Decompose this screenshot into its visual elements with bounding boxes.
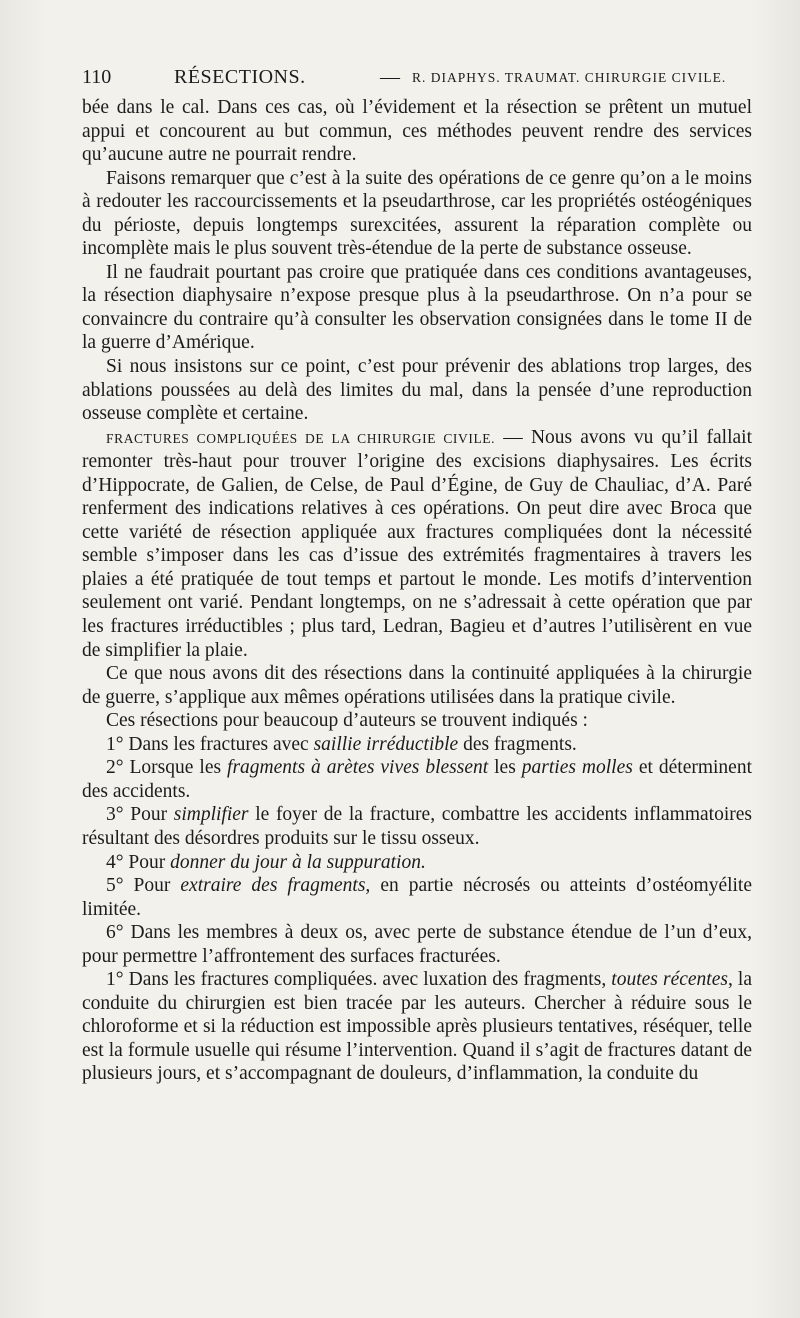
page-number: 110: [82, 66, 112, 88]
list-emphasis: parties molles: [521, 757, 633, 779]
list-emphasis: donner du jour à la suppuration.: [170, 851, 426, 873]
list-text: des fragments.: [458, 733, 577, 755]
paragraph-emphasis: toutes récentes: [611, 969, 728, 991]
list-text: 3° Pour: [106, 804, 174, 826]
paragraph: Il ne faudrait pourtant pas croire que pratiquée dans ces conditions avantageuses, la résection diaphysaire n’expose presque plus à la pseudarthrose. On n’a pour se convaincre du contraire qu’à consulter les observation consignées dans le tome II de la guerre d’Amérique.: [82, 261, 752, 354]
list-text: les: [488, 757, 522, 779]
list-item: 6° Dans les membres à deux os, avec perte de substance étendue de l’un d’eux, pour permettre l’affrontement des surfaces fracturées.: [82, 922, 752, 967]
paragraph: Ces résections pour beaucoup d’auteurs se trouvent indiqués :: [106, 710, 588, 732]
paragraph: [82, 426, 752, 662]
paragraph: bée dans le cal. Dans ces cas, où l’évidement et la résection se prêtent un mutuel appui et concourent au but commun, ces méthodes peuvent rendre des services qu’aucune autre ne pourrait rendre.: [82, 97, 752, 166]
list-emphasis: fragments à arètes vives blessent: [227, 757, 489, 779]
list-emphasis: saillie irréductible: [313, 733, 459, 755]
paragraph: Si nous insistons sur ce point, c’est pour prévenir des ablations trop larges, des ablations poussées au delà des limites du mal, dans la pensée d’une reproduction osseuse complète et certaine.: [82, 356, 752, 425]
list-text: le foyer de la fracture, combattre les accidents inflammatoires résultant des désordres produits sur le tissu osseux.: [82, 804, 752, 849]
list-emphasis: extraire des fragments,: [180, 875, 371, 897]
paragraph: Faisons remarquer que c’est à la suite des opérations de ce genre qu’on a le moins à redouter les raccourcissements et la pseudarthrose, car les propriétés ostéogéniques du périoste, depuis longtemps surexcitées, assurent la réparation complète ou incomplète mais le plus souvent très-étendue de la perte de substance osseuse.: [82, 167, 752, 260]
paragraph: Ce que nous avons dit des résections dans la continuité appliquées à la chirurgie de guerre, s’applique aux mêmes opérations utilisées dans la pratique civile.: [82, 663, 752, 708]
list-item: [82, 851, 752, 875]
list-item: [82, 803, 752, 850]
list-text: 1° Dans les fractures avec: [106, 733, 314, 755]
header-dash: —: [380, 66, 400, 88]
list-item: [82, 874, 752, 921]
paragraph-text: 1° Dans les fractures compliquées. avec luxation des fragments,: [106, 969, 612, 991]
list-text: 5° Pour: [106, 875, 181, 897]
list-item: [82, 733, 752, 757]
section-subtitle: R. DIAPHYS. TRAUMAT. CHIRURGIE CIVILE.: [412, 70, 727, 85]
paragraph-text: — Nous avons vu qu’il fallait remonter très-haut pour trouver l’origine des excisions diaphysaires. Les écrits d’Hippocrate, de Galien, de Celse, de Paul d’Égine, de Guy de Chauliac, d’A. Paré renferment des indications relatives à ces opérations. On peut dire avec Broca que cette variété de résection appliquée aux fractures compliquées dont la nécessité semble s’imposer dans les cas d’issue des extrémités fragmentaires à travers les plaies a été pratiquée de tout temps et partout le monde. Les motifs d’intervention seulement ont varié. Pendant longtemps, on ne s’adressait à cette opération que par les fractures irréductibles ; plus tard, Ledran, Bagieu et d’autres l’utilisèrent en vue de simplifier la plaie.: [82, 426, 753, 661]
paragraph: [82, 968, 752, 1086]
list-text: 4° Pour: [106, 851, 171, 873]
paragraph-text: , la conduite du chirurgien est bien tracée par les auteurs. Chercher à réduire sous le chloroforme et si la réduction est impossible après plusieurs tentatives, réséquer, telle est la formule usuelle qui résume l’intervention. Quand il s’agit de fractures datant de plusieurs jours, et s’accompagnant de douleurs, d’inflammation, la conduite du: [82, 969, 753, 1085]
list-emphasis: simplifier: [173, 804, 249, 826]
list-text: en partie nécrosés ou atteints d’ostéomyélite limitée.: [82, 875, 753, 920]
running-header: [82, 66, 752, 94]
list-text: et déterminent des accidents.: [82, 757, 752, 802]
section-heading: FRACTURES COMPLIQUÉES DE LA CHIRURGIE CIVILE.: [106, 430, 496, 446]
body-text: [82, 96, 752, 1086]
list-text: 2° Lorsque les: [106, 757, 228, 779]
chapter-title: RÉSECTIONS.: [174, 66, 306, 88]
list-item: [82, 756, 752, 803]
